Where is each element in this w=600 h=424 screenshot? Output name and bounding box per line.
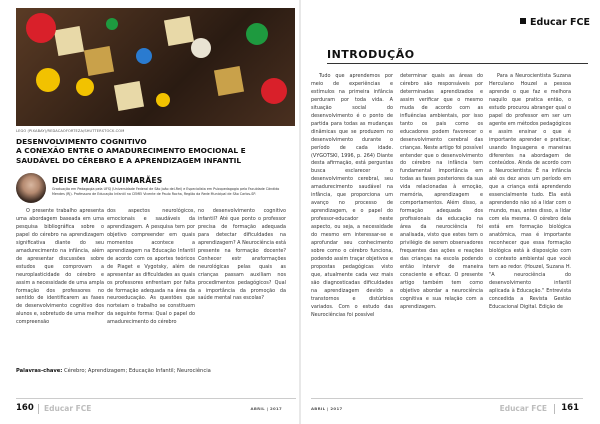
keywords [16, 368, 296, 374]
abstract-col-2 [107, 208, 195, 327]
body-text-2: determinar quais as áreas do cérebro são responsáveis por determinadas aprendizados e assim verificar que o mesmo muda de acordo com as influências ambientais, por isso tanto os pais como os educadores podem favorecer o desenvolvimento cerebral das crianças. Neste artigo foi possível entender que o desenvolvimento do cérebro na infância tem fundamental importância em todas as fases posteriores da sua vida relacionadas à emoção, memória, aprendizagem e comportamentos. Além disso, a formação adequada dos profissionais da educação na área da neurociência foi analisada, visto que estes tem o privilégio de serem observadores frequentes das ações e reações das crianças na escola podendo então intervir de maneira consciente e eficaz. O presente artigo também tem como objetivo abordar a neurociência cognitiva e sua relação com a aprendizagem. [400, 73, 483, 310]
footer-brand: Educar FCE [44, 404, 92, 413]
footer-date: ABRIL | 2017 [311, 406, 343, 411]
header-brand [520, 17, 590, 28]
abstract-text-3: no desenvolvimento cognitivo infantil? Até que ponto o professor precisa de formação adequada para detectar dificuldades na aprendizagem? A Neurociência está presente na formação docente? Conhecer estr ansformações neurológicas pelas quais as crianças passam auxiliam nos procedimentos pedagógicos? Qual a importância da promoção da saúde mental nas escolas? [198, 208, 286, 302]
body-col-2 [400, 73, 483, 312]
square-bullet-icon [520, 18, 526, 24]
keywords-label: Palavras-chave: [16, 368, 63, 374]
footer-date: ABRIL | 2017 [250, 406, 282, 411]
keywords-text: Cérebro; Aprendizagem; Educação Infantil; Neurociência [64, 368, 211, 374]
author-name: DEISE MARA GUIMARÃES [52, 176, 163, 185]
section-title: INTRODUÇÃO [327, 48, 415, 61]
right-footer [311, 398, 583, 417]
title-line-1: DESENVOLVIMENTO COGNITIVO [16, 137, 147, 146]
abstract-text-2: dos aspectos neurológicos, emocionais e saudáveis da aprendizagem. A pesquisa tem por objetivo compreender em quais momentos acontece a aprendizagem na Educação Infantil de acordo com os aportes teóricos de Piaget e Vygotsky, além de apresentar as dificuldades as quais os professores enfrentam por falta de formação adequada na área da neuroeducação. As questões que norteiam o trabalho se constituem da seguinte forma: Qual o papel do amadurecimento do cérebro [107, 208, 195, 326]
author-avatar [16, 173, 46, 203]
page-number: 160 [16, 403, 34, 413]
left-page [0, 0, 299, 424]
abstract-text-1: O presente trabalho apresenta uma abordagem baseada em uma pesquisa bibliográfica sobre o papel do cérebro na aprendizagem significativa diante do seu amadurecimento na infância, além de apresentar discussões sobre estudos que comprovam a neuroplasticidade do cérebro e assim a necessidade de uma ampla formação dos professores no sentido de identificarem as fases de desenvolvimento cognitivo dos alunos e, sobretudo de uma melhor compreensão [16, 208, 104, 326]
author-bio: Graduação em Pedagogia pela UFSJ (Universidade Federal de São João del-Rei) e Especialista em Psicopedagogia pela Faculdade Cândido Mendes (RJ). Professora de Educação Infantil no CEMEI Vicente de Paulo Rocha, Região da Rede Municipal de São Carlos-SP. [52, 187, 280, 196]
header-brand-text: Educar FCE [529, 17, 590, 28]
title-line-2: A CONEXÃO ENTRE O AMADURECIMENTO EMOCIONAL E [16, 146, 246, 156]
abstract-col-1 [16, 208, 104, 327]
abstract-col-3 [198, 208, 286, 303]
page-number: 161 [561, 403, 579, 413]
photo-caption: LEGO (PIXABAY)/REDACAOFORTEZA/SHUTTERSTOCK.COM [16, 129, 125, 133]
section-rule [327, 63, 588, 64]
left-footer [16, 398, 296, 417]
footer-brand: Educar FCE [499, 404, 547, 413]
body-text-1: Tudo que aprendemos por meio de experiências e estímulos na primeira infância perduram por toda vida. A situação social do desenvolvimento é o ponto de partida para todas as mudanças dinâmicas que se produzem no desenvolvimento durante o período de cada idade. (VYGOTSKI, 1996, p. 264) Diante desta afirmação, está perguntas busca esclarecer o desenvolvimento cerebral, seu amadurecimento saudável na infância, que proporciona um avanço no processo de aprendizagem, e o papel do professor-educador neste aspecto, ou seja, a necessidade do mesmo em interessar-se e aprofundar seu conhecimento sobre como o cérebro funciona, podendo assim traçar objetivos e propostas pedagógicas visto que, atualmente cada vez mais são diagnosticadas dificuldades na aprendizagem devido a transtornos e distúrbios variados. Com o estudo das Neurociências foi possível [311, 73, 393, 318]
right-page [301, 0, 600, 424]
body-text-3: Para a Neurocientista Suzana Herculano Houzel a pessoa aprende o que faz e melhora naquilo que pratica então, o estudo procurou abranger qual o papel do professor em ser um agente em métodos pedagógicos e assim ensinar o que é importante aprender e praticar, usando linguagens e maneiras diferentes na abordagem de conteúdos. Ainda de acordo com a Neurocientista: É na infância até os dez anos um período em que a criança está aprendendo essencialmente tudo. Ela está aprendendo não só a lidar com o mundo, mas, antes disso, a lidar com ela mesma. O cérebro dela está em formação biológica anatômica, mas é importante reconhecer que essa formação biológica está à disposição com o contexto ambiental que você tem ao redor. (Houzel, Suzana H. "A neurociência do desenvolvimento infantil aplicada à Educação." Entrevista concedida a Revista Gestão Educacional Digital. Edição de [489, 73, 571, 310]
title-line-3: SAUDÁVEL DO CÉREBRO E A APRENDIZAGEM INFANTIL [16, 155, 242, 165]
article-title [16, 137, 296, 165]
article-photo [16, 8, 295, 126]
body-col-1 [311, 73, 393, 320]
body-col-3 [489, 73, 571, 312]
